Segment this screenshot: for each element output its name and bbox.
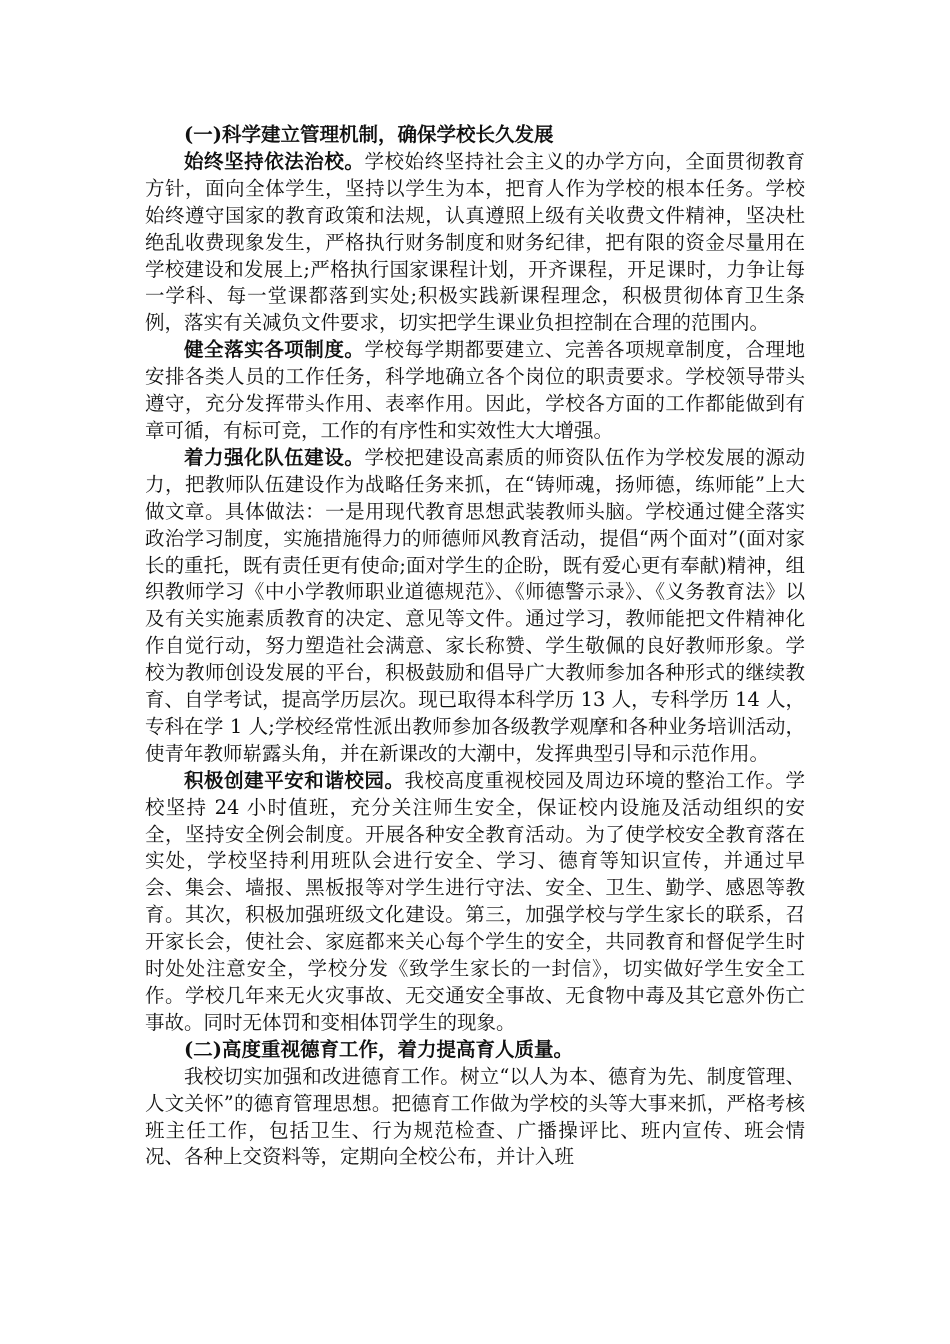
paragraph-team-building [145, 445, 805, 768]
paragraph-lead: 健全落实各项制度。 [184, 338, 365, 362]
paragraph-lead: 着力强化队伍建设。 [184, 445, 365, 469]
paragraph-systems [145, 337, 805, 445]
paragraph-rule-of-law [145, 149, 805, 337]
section-heading-2: (二)高度重视德育工作，着力提高育人质量。 [184, 1037, 573, 1061]
paragraph-text: 学校始终坚持社会主义的办学方向，全面贯彻教育方针，面向全体学生，坚持以学生为本，把育人作为学校的根本任务。学校始终遵守国家的教育政策和法规，认真遵照上级有关收费文件精神，坚决杜绝乱收费现象发生，严格执行财务制度和财务纪律，把有限的资金尽量用在学校建设和发展上;严格执行国家课程计划，开齐课程，开足课时，力争让每一学科、每一堂课都落到实处;积极实践新课程理念，积极贯彻体育卫生条例，落实有关减负文件要求，切实把学生课业负担控制在合理的范围内。 [145, 149, 805, 335]
paragraph-text: 学校每学期都要建立、完善各项规章制度，合理地安排各类人员的工作任务，科学地确立各个岗位的职责要求。学校领导带头遵守，充分发挥带头作用、表率作用。因此，学校各方面的工作都能做到有章可循，有标可竞，工作的有序性和实效性大大增强。 [145, 338, 805, 442]
paragraph-safe-campus [145, 768, 805, 1037]
paragraph-moral-education [145, 1064, 805, 1172]
paragraph-lead: 始终坚持依法治校。 [184, 149, 365, 173]
document-body [145, 122, 805, 1171]
section-heading-1: (一)科学建立管理机制，确保学校长久发展 [184, 123, 554, 146]
paragraph-lead: 积极创建平安和谐校园。 [184, 768, 405, 792]
paragraph-text: 学校把建设高素质的师资队伍作为学校发展的源动力，把教师队伍建设作为战略任务来抓，在“铸师魂，扬师德，练师能”上大做文章。具体做法：一是用现代教育思想武装教师头脑。学校通过健全落实政治学习制度，实施措施得力的师德师风教育活动，提倡“两个面对”(面对家长的重托，既有责任更有使命;面对学生的企盼，既有爱心更有奉献)精神，组织教师学习《中小学教师职业道德规范》、《师德警示录》、《义务教育法》以及有关实施素质教育的决定、意见等文件。通过学习，教师能把文件精神化作自觉行动，努力塑造社会满意、家长称赞、学生敬佩的良好教师形象。学校为教师创设发展的平台，积极鼓励和倡导广大教师参加各种形式的继续教育、自学考试，提高学历层次。现已取得本科学历 13 人，专科学历 14 人，专科在学 1 人;学校经常性派出教师参加各级教学观摩和各种业务培训活动，使青年教师崭露头角，并在新课改的大潮中，发挥典型引导和示范作用。 [145, 445, 805, 765]
paragraph-text: 我校切实加强和改进德育工作。树立“以人为本、德育为先、制度管理、人文关怀”的德育管理思想。把德育工作做为学校的头等大事来抓，严格考核班主任工作，包括卫生、行为规范检查、广播操评比、班内宣传、班会情况、各种上交资料等，定期向全校公布，并计入班 [145, 1064, 805, 1169]
paragraph-text: 我校高度重视校园及周边环境的整治工作。学校坚持 24 小时值班，充分关注师生安全，保证校内设施及活动组织的安全，坚持安全例会制度。开展各种安全教育活动。为了使学校安全教育落在实处，学校坚持利用班队会进行安全、学习、德育等知识宣传，并通过早会、集会、墙报、黑板报等对学生进行守法、安全、卫生、勤学、感恩等教育。其次，积极加强班级文化建设。第三，加强学校与学生家长的联系，召开家长会，使社会、家庭都来关心每个学生的安全，共同教育和督促学生时时处处注意安全，学校分发《致学生家长的一封信》，切实做好学生安全工作。学校几年来无火灾事故、无交通安全事故、无食物中毒及其它意外伤亡事故。同时无体罚和变相体罚学生的现象。 [145, 768, 805, 1034]
